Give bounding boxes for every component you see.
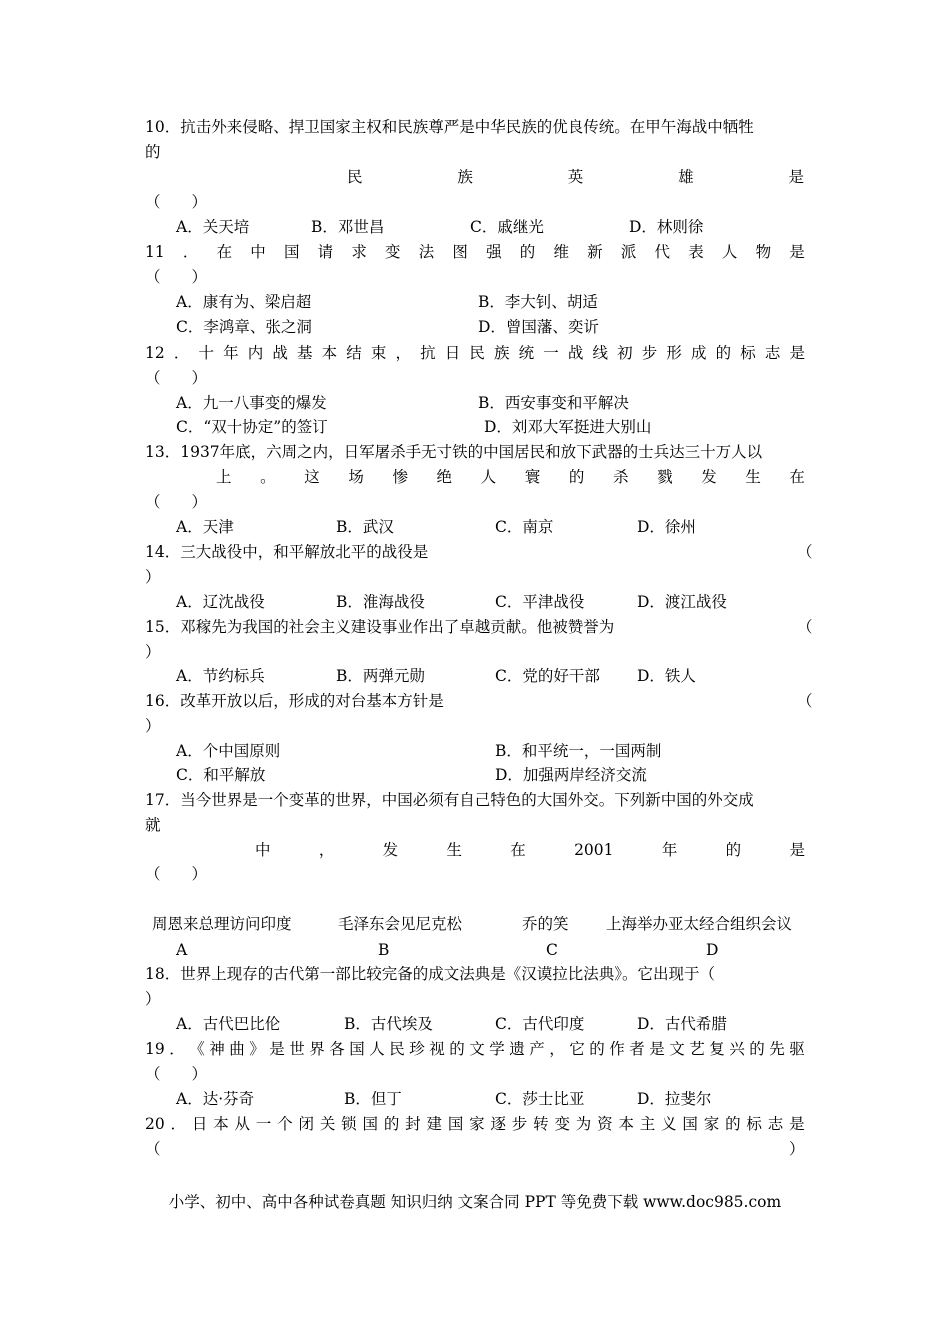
glyph: 11: [145, 243, 165, 261]
text-line: [0, 615, 950, 639]
glyph: 雄: [678, 168, 694, 186]
text-line: [0, 115, 950, 139]
question-15-stem: 15．邓稼先为我国的社会主义建设事业作出了卓越贡献。他被赞誉为: [145, 618, 615, 636]
glyph: 本: [618, 1115, 634, 1133]
glyph: 世: [289, 1040, 305, 1058]
option-b: B．西安事变和平解决: [478, 394, 629, 412]
picture-letter-a: A: [176, 941, 188, 959]
glyph: 20: [145, 1115, 165, 1133]
glyph: 上: [216, 468, 232, 486]
text-line: [0, 465, 950, 489]
answer-paren-close: ）: [145, 643, 161, 661]
option-d: D．加强两岸经济交流: [495, 766, 647, 784]
glyph: 驱: [789, 1040, 805, 1058]
text-line: [0, 1112, 950, 1136]
picture-caption-c: 乔的笑: [522, 915, 569, 933]
option-a: A．九一八事变的爆发: [176, 394, 327, 412]
option-d: D．徐州: [637, 518, 696, 536]
text-line: [0, 1012, 950, 1036]
glyph: 资: [597, 1115, 613, 1133]
option-c: C．“双十协定”的签订: [176, 418, 328, 436]
glyph: 求: [351, 243, 367, 261]
text-line: [0, 590, 950, 614]
option-b: B．武汉: [336, 518, 394, 536]
glyph: 个: [277, 1115, 293, 1133]
answer-paren: （ ）: [145, 493, 208, 511]
option-d: D．林则徐: [629, 218, 704, 236]
question-10-stem-cont: 的: [145, 143, 161, 161]
glyph: 生: [745, 468, 761, 486]
glyph: 中: [255, 841, 271, 859]
glyph: 国: [447, 1115, 464, 1133]
glyph: 变: [554, 1115, 570, 1133]
glyph: 是: [789, 1115, 805, 1133]
glyph: 逐: [490, 1115, 506, 1133]
option-b: B．但丁: [344, 1090, 402, 1108]
footer-watermark: 小学、初中、高中各种试卷真题 知识归纳 文案合同 PPT 等免费下载 www.doc985.com: [168, 1193, 782, 1211]
glyph: 族: [493, 344, 510, 362]
option-b: B．和平统一，一国两制: [495, 742, 662, 760]
glyph: 在: [216, 243, 233, 261]
glyph: 是: [788, 168, 804, 186]
option-a: A．辽沈战役: [176, 593, 265, 611]
glyph: 的: [568, 468, 585, 486]
glyph: 变: [385, 243, 401, 261]
glyph: 《: [189, 1040, 205, 1058]
question-18-stem: 18．世界上现存的古代第一部比较完备的成文法典是《汉谟拉比法典》。它出现于（: [145, 965, 715, 983]
option-d: D．铁人: [637, 667, 696, 685]
glyph: 是: [789, 344, 805, 362]
answer-paren: （ ）: [145, 268, 208, 286]
option-b: B．淮海战役: [336, 593, 425, 611]
glyph: 一: [543, 344, 559, 362]
option-a: A．天津: [176, 518, 234, 536]
glyph: 英: [567, 168, 584, 186]
option-b: B．两弹元勋: [336, 667, 425, 685]
answer-paren: （ ）: [145, 865, 208, 883]
glyph: ．: [169, 1040, 185, 1058]
text-line: [0, 1037, 950, 1061]
answer-paren-close: ）: [145, 568, 161, 586]
question-11-stem: [145, 240, 805, 264]
glyph: 日: [191, 1115, 208, 1133]
option-b: B．邓世昌: [311, 218, 385, 236]
text-line: [0, 739, 950, 763]
glyph: 学: [489, 1040, 505, 1058]
picture-letter-d: D: [706, 941, 719, 959]
question-13-stem: 13．1937年底，六周之内，日军屠杀手无寸铁的中国居民和放下武器的士兵达三十万人以: [145, 443, 763, 461]
glyph: 这: [304, 468, 320, 486]
glyph: 国: [362, 1115, 379, 1133]
glyph: 的: [519, 243, 536, 261]
glyph: 的: [383, 1115, 400, 1133]
text-line: [0, 440, 950, 464]
glyph: 珍: [409, 1040, 425, 1058]
glyph: 场: [348, 468, 364, 486]
answer-paren-open: （: [797, 618, 813, 636]
question-14-stem: 14．三大战役中，和平解放北平的战役是: [145, 543, 429, 561]
glyph: 人: [480, 468, 497, 486]
picture-letter-b: B: [378, 941, 390, 959]
glyph: 内: [247, 344, 264, 362]
text-line: [0, 265, 950, 289]
glyph: 的: [725, 1115, 741, 1133]
glyph: 国: [349, 1040, 365, 1058]
glyph: 的: [589, 1040, 605, 1058]
text-line: [0, 515, 950, 539]
glyph: 日: [444, 344, 461, 362]
glyph: 十: [198, 344, 214, 362]
glyph: 本: [321, 344, 338, 362]
glyph: ，: [549, 1040, 565, 1058]
glyph: 的: [749, 1040, 765, 1058]
glyph: 新: [587, 243, 603, 261]
picture-caption-d: 上海举办亚太经合组织会议: [606, 915, 793, 933]
glyph: 志: [767, 1115, 784, 1133]
text-line: [0, 788, 950, 812]
glyph: 线: [592, 344, 608, 362]
glyph: 一: [255, 1115, 272, 1133]
answer-paren: （ ）: [145, 193, 208, 211]
answer-paren-close: ）: [789, 1140, 805, 1158]
glyph: 成: [690, 344, 707, 362]
answer-paren-close: ）: [145, 717, 161, 735]
answer-paren-close: ）: [145, 990, 161, 1008]
text-line: [0, 838, 950, 862]
glyph: 的: [725, 841, 742, 859]
glyph: 义: [661, 1115, 677, 1133]
text-line: [0, 714, 950, 738]
glyph: 标: [740, 344, 756, 362]
text-line: [0, 912, 950, 936]
option-c: C．古代印度: [495, 1015, 585, 1033]
picture-caption-a: 周恩来总理访问印度: [152, 915, 292, 933]
glyph: 步: [511, 1115, 528, 1133]
glyph: 维: [553, 243, 569, 261]
glyph: 物: [755, 243, 772, 261]
glyph: 是: [269, 1040, 285, 1058]
glyph: 标: [746, 1115, 762, 1133]
glyph: 初: [617, 344, 633, 362]
glyph: 抗: [420, 344, 436, 362]
question-20-stem: [145, 1112, 805, 1136]
picture-letter-c: C: [546, 941, 558, 959]
glyph: 闭: [298, 1115, 315, 1133]
glyph: 杀: [612, 468, 629, 486]
glyph: 界: [309, 1040, 325, 1058]
glyph: 为: [575, 1115, 592, 1133]
glyph: 派: [620, 243, 637, 261]
glyph: 绝: [436, 468, 453, 486]
option-a: A．个中国原则: [176, 742, 281, 760]
text-line: [0, 415, 950, 439]
question-10-stem-spread: [347, 165, 804, 189]
text-line: [0, 190, 950, 214]
option-c: C．南京: [495, 518, 554, 536]
answer-paren-open: （: [145, 1140, 161, 1158]
text-line: [0, 315, 950, 339]
question-16-stem: 16．改革开放以后，形成的对台基本方针是: [145, 692, 444, 710]
text-line: [0, 862, 950, 886]
glyph: 者: [629, 1040, 645, 1058]
option-d: D．刘邓大军挺进大别山: [484, 418, 652, 436]
glyph: 强: [486, 243, 502, 261]
option-a: A．达·芬奇: [176, 1090, 255, 1108]
glyph: 族: [457, 168, 473, 186]
glyph: 寰: [524, 468, 541, 486]
glyph: 2001: [574, 841, 614, 859]
glyph: 人: [369, 1040, 385, 1058]
answer-paren: （ ）: [145, 369, 208, 387]
glyph: 文: [469, 1040, 485, 1058]
option-d: D．古代希腊: [637, 1015, 727, 1033]
text-line: [0, 813, 950, 837]
option-c: C．党的好干部: [495, 667, 600, 685]
glyph: 先: [769, 1040, 785, 1058]
option-a: A．节约标兵: [176, 667, 265, 685]
glyph: 形: [666, 344, 682, 362]
option-d: D．渡江战役: [637, 593, 727, 611]
question-17-stem-cont: 就: [145, 816, 161, 834]
glyph: 是: [649, 1040, 665, 1058]
picture-caption-b: 毛泽东会见尼克松: [338, 915, 463, 933]
option-d: D．拉斐尔: [637, 1090, 712, 1108]
option-c: C．李鸿章、张之洞: [176, 318, 312, 336]
text-line: [0, 565, 950, 589]
glyph: 主: [639, 1115, 656, 1133]
text-line: [0, 165, 950, 189]
glyph: ．: [170, 1115, 187, 1133]
text-line: [0, 290, 950, 314]
glyph: 。: [260, 468, 276, 486]
text-line: [0, 240, 950, 264]
glyph: 结: [346, 344, 362, 362]
glyph: 是: [789, 243, 805, 261]
glyph: 发: [701, 468, 717, 486]
text-line: [0, 540, 950, 564]
question-17-stem: 17．当今世界是一个变革的世界，中国必须有自己特色的大国外交。下列新中国的外交成: [145, 791, 754, 809]
glyph: 戮: [657, 468, 673, 486]
glyph: 神: [209, 1040, 225, 1058]
glyph: 艺: [689, 1040, 705, 1058]
glyph: 民: [347, 168, 363, 186]
option-c: C．和平解放: [176, 766, 266, 784]
glyph: 步: [641, 344, 658, 362]
glyph: 复: [709, 1040, 725, 1058]
option-a: A．古代巴比伦: [176, 1015, 281, 1033]
glyph: 视: [429, 1040, 445, 1058]
glyph: 国: [682, 1115, 698, 1133]
glyph: 战: [567, 344, 584, 362]
glyph: 的: [449, 1040, 465, 1058]
glyph: 作: [609, 1040, 625, 1058]
glyph: 基: [296, 344, 313, 362]
glyph: 文: [669, 1040, 685, 1058]
glyph: 在: [510, 841, 526, 859]
glyph: 12: [145, 344, 165, 362]
glyph: 曲: [229, 1040, 245, 1058]
glyph: 惨: [392, 468, 408, 486]
glyph: 从: [234, 1115, 251, 1133]
glyph: 生: [446, 841, 462, 859]
glyph: 发: [382, 841, 399, 859]
glyph: 代: [654, 243, 671, 261]
option-b: B．李大钊、胡适: [478, 293, 598, 311]
question-10-stem: 10．抗击外来侵略、捍卫国家主权和民族尊严是中华民族的优良传统。在甲午海战中牺牲: [145, 118, 754, 136]
text-line: [0, 341, 950, 365]
text-line: [0, 763, 950, 787]
text-line: [0, 391, 950, 415]
glyph: 家: [469, 1115, 485, 1133]
glyph: ，: [318, 841, 335, 859]
glyph: 19: [145, 1040, 165, 1058]
glyph: 它: [569, 1040, 585, 1058]
text-line: [0, 1137, 950, 1161]
text-line: [0, 938, 950, 962]
answer-paren-open: （: [797, 692, 813, 710]
text-line: [0, 987, 950, 1011]
text-line: [0, 490, 950, 514]
text-line: [0, 140, 950, 164]
text-line: [0, 366, 950, 390]
glyph: 战: [272, 344, 288, 362]
option-a: A．关天培: [176, 218, 250, 236]
glyph: 转: [533, 1115, 549, 1133]
text-line: [0, 962, 950, 986]
question-19-stem: [145, 1037, 805, 1061]
glyph: 表: [688, 243, 704, 261]
glyph: 封: [405, 1115, 421, 1133]
text-line: [0, 640, 950, 664]
glyph: 各: [329, 1040, 345, 1058]
answer-paren-open: （: [797, 543, 813, 561]
text-line: [0, 1062, 950, 1086]
text-line: [0, 1087, 950, 1111]
glyph: 遗: [509, 1040, 525, 1058]
glyph: 建: [426, 1115, 442, 1133]
glyph: 民: [389, 1040, 405, 1058]
glyph: 年: [223, 344, 239, 362]
text-line: [0, 689, 950, 713]
option-b: B．古代埃及: [344, 1015, 433, 1033]
answer-paren: （ ）: [145, 1065, 208, 1083]
text-line: [0, 664, 950, 688]
question-13-stem-spread: [216, 465, 805, 489]
glyph: 图: [452, 243, 468, 261]
option-d: D．曾国藩、奕䜣: [478, 318, 599, 336]
glyph: 锁: [341, 1115, 357, 1133]
glyph: 家: [703, 1115, 720, 1133]
option-a: A．康有为、梁启超: [176, 293, 312, 311]
question-12-stem: [145, 341, 805, 365]
question-17-stem-spread: [255, 838, 805, 862]
glyph: 民: [469, 344, 485, 362]
option-c: C．莎士比亚: [495, 1090, 585, 1108]
glyph: 人: [721, 243, 738, 261]
glyph: 年: [661, 841, 678, 859]
glyph: 统: [518, 344, 535, 362]
glyph: 请: [317, 243, 334, 261]
option-c: C．平津战役: [495, 593, 585, 611]
glyph: 本: [213, 1115, 229, 1133]
glyph: 的: [715, 344, 732, 362]
glyph: 关: [319, 1115, 336, 1133]
glyph: 国: [283, 243, 300, 261]
glyph: 》: [249, 1040, 265, 1058]
glyph: 在: [789, 468, 805, 486]
glyph: 是: [789, 841, 805, 859]
glyph: 中: [250, 243, 266, 261]
glyph: ．: [182, 243, 199, 261]
glyph: 产: [529, 1040, 545, 1058]
glyph: 法: [418, 243, 435, 261]
glyph: ．: [173, 344, 190, 362]
option-c: C．戚继光: [470, 218, 544, 236]
glyph: 束: [370, 344, 387, 362]
glyph: 兴: [729, 1040, 745, 1058]
text-line: [0, 215, 950, 239]
glyph: 志: [764, 344, 781, 362]
glyph: ，: [395, 344, 411, 362]
